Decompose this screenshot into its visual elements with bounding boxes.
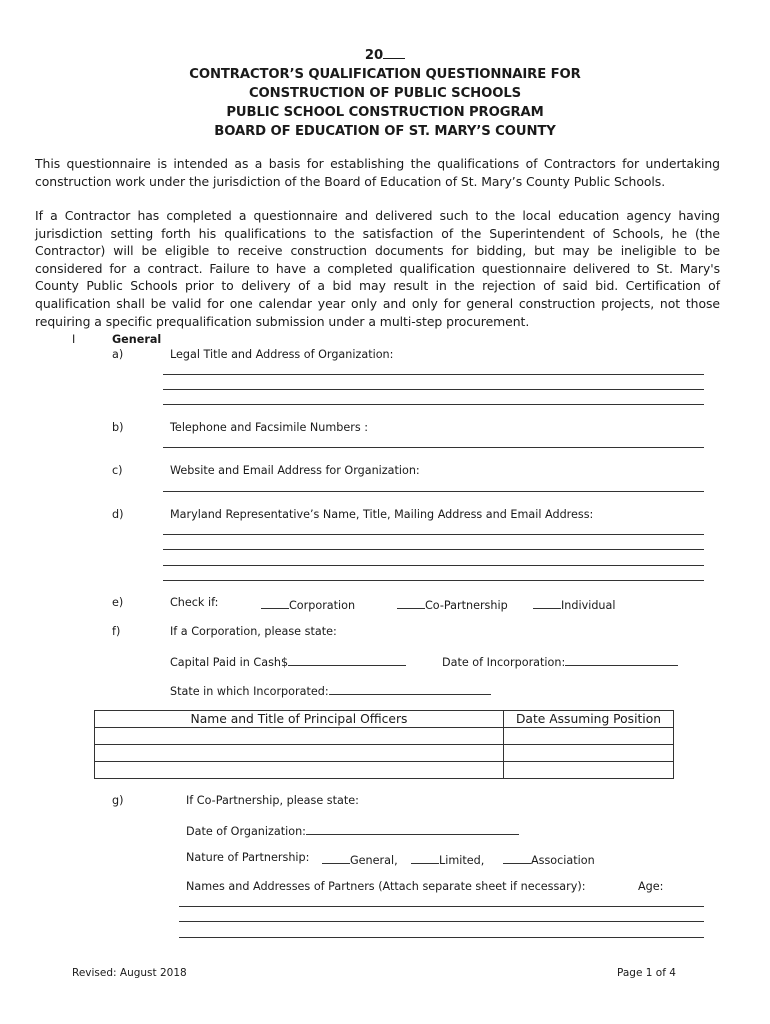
incorporation-date-field bbox=[442, 653, 678, 669]
section-title: General bbox=[112, 333, 162, 346]
item-d-line-1[interactable] bbox=[163, 534, 704, 535]
copartnership-option[interactable] bbox=[397, 596, 508, 612]
table-row[interactable] bbox=[95, 745, 674, 762]
state-incorporated-blank[interactable] bbox=[329, 682, 491, 695]
intro-paragraph-2: If a Contractor has completed a questionnaire and delivered such to the local education agency having jurisdiction setting forth his qualifications to the satisfaction of the Superintendent of Schools, he (the Contractor) will be eligible to receive construction documents for bidding, but may be ineligible to be considered for a contract. Failure to have a completed qualification questionnaire delivered to St. Mary's County Public Schools prior to delivery of a bid may result in the rejection of said bid. Certification of qualification shall be valid for one calendar year only and only for general construction projects, not those requiring a specific prequalification submission under a multi-step procurement. bbox=[35, 208, 720, 329]
partners-line-1[interactable] bbox=[179, 906, 704, 907]
table-row[interactable] bbox=[95, 728, 674, 745]
item-c-line[interactable] bbox=[163, 491, 704, 492]
title-line-4: BOARD OF EDUCATION OF ST. MARY’S COUNTY bbox=[214, 124, 556, 139]
item-d-line-2[interactable] bbox=[163, 549, 704, 550]
item-d-label: d) bbox=[112, 508, 124, 521]
individual-check-blank[interactable] bbox=[533, 596, 561, 609]
table-cell[interactable] bbox=[504, 762, 674, 779]
item-b-line[interactable] bbox=[163, 447, 704, 448]
item-c-label: c) bbox=[112, 464, 123, 477]
year-line bbox=[0, 46, 770, 65]
state-incorporated-field bbox=[170, 682, 491, 698]
incorporation-date-blank[interactable] bbox=[565, 653, 678, 666]
item-b-text: Telephone and Facsimile Numbers : bbox=[170, 421, 368, 434]
limited-label: Limited, bbox=[439, 854, 485, 867]
title-line-1: CONTRACTOR’S QUALIFICATION QUESTIONNAIRE FOR bbox=[189, 67, 581, 82]
general-check-blank[interactable] bbox=[322, 851, 350, 864]
title-line-3: PUBLIC SCHOOL CONSTRUCTION PROGRAM bbox=[226, 105, 544, 120]
association-check-blank[interactable] bbox=[503, 851, 531, 864]
item-a-line-2[interactable] bbox=[163, 389, 704, 390]
item-f-text: If a Corporation, please state: bbox=[170, 625, 337, 638]
table-cell[interactable] bbox=[95, 745, 504, 762]
partners-line-2[interactable] bbox=[179, 921, 704, 922]
item-d-line-4[interactable] bbox=[163, 580, 704, 581]
limited-check-blank[interactable] bbox=[411, 851, 439, 864]
item-a-line-1[interactable] bbox=[163, 374, 704, 375]
item-e-label: e) bbox=[112, 596, 124, 609]
footer-page-number: Page 1 of 4 bbox=[617, 967, 676, 979]
title-line-2: CONSTRUCTION OF PUBLIC SCHOOLS bbox=[248, 86, 522, 101]
capital-paid-label: Capital Paid in Cash$ bbox=[170, 656, 289, 669]
item-f-label: f) bbox=[112, 625, 121, 638]
footer-revised: Revised: August 2018 bbox=[72, 967, 187, 979]
table-cell[interactable] bbox=[504, 745, 674, 762]
table-cell[interactable] bbox=[95, 728, 504, 745]
table-row[interactable] bbox=[95, 762, 674, 779]
copartnership-check-blank[interactable] bbox=[397, 596, 425, 609]
year-blank[interactable] bbox=[383, 46, 405, 59]
item-g-label: g) bbox=[112, 794, 124, 807]
organization-date-blank[interactable] bbox=[306, 822, 519, 835]
association-option[interactable] bbox=[503, 851, 595, 867]
item-e-text: Check if: bbox=[170, 596, 219, 609]
intro-paragraph-1: This questionnaire is intended as a basis for establishing the qualifications of Contractors for undertaking construction work under the jurisdiction of the Board of Education of St. Mary’s County Public Schools. bbox=[35, 156, 720, 189]
table-header-date: Date Assuming Position bbox=[504, 711, 674, 728]
organization-date-label: Date of Organization: bbox=[186, 825, 306, 838]
capital-paid-blank[interactable] bbox=[288, 653, 406, 666]
state-incorporated-label: State in which Incorporated: bbox=[170, 685, 329, 698]
partners-line-3[interactable] bbox=[179, 937, 704, 938]
partnership-nature-label: Nature of Partnership: bbox=[186, 851, 310, 864]
partners-label: Names and Addresses of Partners (Attach separate sheet if necessary): bbox=[186, 880, 586, 893]
individual-option[interactable] bbox=[533, 596, 616, 612]
section-number: I bbox=[72, 333, 76, 346]
capital-paid-field bbox=[170, 653, 406, 669]
table-header-name: Name and Title of Principal Officers bbox=[95, 711, 504, 728]
item-a-line-3[interactable] bbox=[163, 404, 704, 405]
age-label: Age: bbox=[638, 880, 664, 893]
corporation-check-blank[interactable] bbox=[261, 596, 289, 609]
principal-officers-table bbox=[94, 710, 674, 779]
general-option[interactable] bbox=[322, 851, 398, 867]
table-cell[interactable] bbox=[504, 728, 674, 745]
year-label: 20 bbox=[364, 48, 384, 63]
corporation-option[interactable] bbox=[261, 596, 355, 612]
item-a-text: Legal Title and Address of Organization: bbox=[170, 348, 394, 361]
item-b-label: b) bbox=[112, 421, 124, 434]
item-d-line-3[interactable] bbox=[163, 565, 704, 566]
item-a-label: a) bbox=[112, 348, 124, 361]
organization-date-field bbox=[186, 822, 519, 838]
incorporation-date-label: Date of Incorporation: bbox=[442, 656, 566, 669]
general-label: General, bbox=[350, 854, 398, 867]
table-header-row bbox=[95, 711, 674, 728]
item-g-text: If Co-Partnership, please state: bbox=[186, 794, 359, 807]
item-c-text: Website and Email Address for Organization: bbox=[170, 464, 420, 477]
limited-option[interactable] bbox=[411, 851, 484, 867]
association-label: Association bbox=[531, 854, 595, 867]
table-cell[interactable] bbox=[95, 762, 504, 779]
item-d-text: Maryland Representative’s Name, Title, Mailing Address and Email Address: bbox=[170, 508, 594, 521]
individual-label: Individual bbox=[561, 599, 616, 612]
copartnership-label: Co-Partnership bbox=[425, 599, 508, 612]
corporation-label: Corporation bbox=[289, 599, 356, 612]
